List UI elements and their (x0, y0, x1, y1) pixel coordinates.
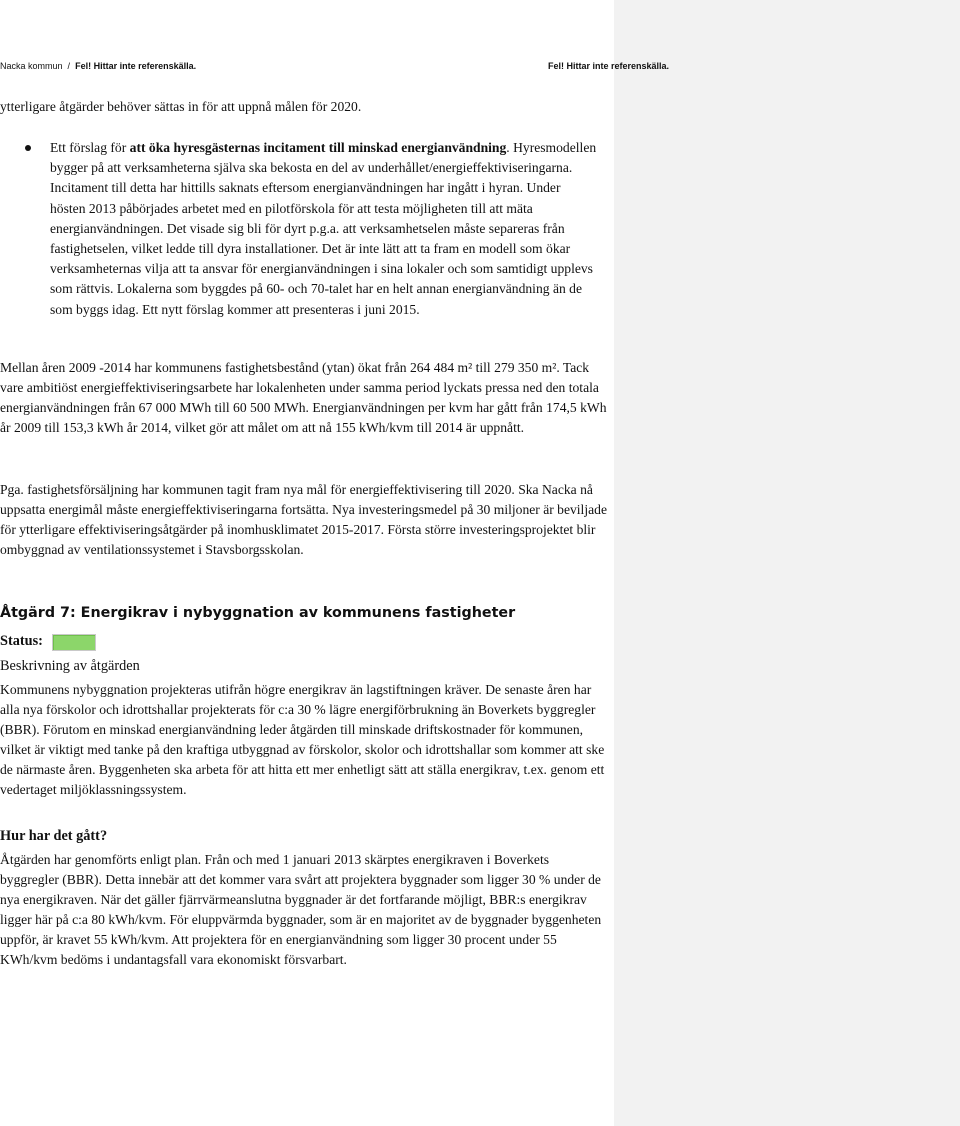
bullet-lead-bold: att öka hyresgästernas incitament till minskad energianvändning (129, 140, 507, 155)
header-org: Nacka kommun (0, 61, 63, 71)
header-error-reference: Fel! Hittar inte referenskälla. (75, 61, 197, 71)
bullet-lead: Ett förslag för (50, 140, 130, 155)
comment-margin-pane (614, 0, 960, 1126)
bullet-icon (25, 145, 31, 151)
description-heading: Beskrivning av åtgärden (0, 658, 140, 674)
how-paragraph: Åtgärden har genomförts enligt plan. Från och med 1 januari 2013 skärptes energikraven i Boverkets byggregler (BBR). Detta innebär att det kommer vara svårt att projektera byggnader som ligger 30 % under de nya energikraven. När det gäller fjärrvärmeanslutna byggnader är det fortfarande möjligt, BBR:s energikrav ligger här på c:a 80 kWh/kvm. För eluppvärmda byggnader, som är en majoritet av de byggnader byggenheten uppför, är kravet 55 kWh/kvm. Att projektera för en energianvändning som ligger 30 procent under 55 KWh/kvm bedöms i undantagsfall vara ekonomiskt försvarbart. (0, 852, 602, 967)
page-header-left (0, 60, 196, 72)
status-label: Status: (0, 633, 43, 649)
bullet-paragraph (50, 138, 598, 320)
bullet-text: . Hyresmodellen bygger på att verksamheterna själva ska bekosta en del av underhållet/energieffektiviseringarna. Incitament till detta har hittills saknats eftersom energianvändningen har ingått i hyran. Under hösten 2013 påbörjades arbetet med en pilotförskola för att testa möjligheten till att mäta energianvändningen. Det visade sig bli för dyrt p.g.a. att verksamhetselen måste separeras från fastighetselen, vilket ledde till dyra installationer. Det är inte lätt att ta fram en modell som ökar verksamheternas vilja att ta ansvar för energianvändningen i sina lokaler och som samtidigt upplevs som rättvis. Lokalerna som byggdes på 60- och 70-talet har en helt annan energianvändning än de som byggs idag. Ett nytt förslag kommer att presenteras i juni 2015. (50, 140, 597, 317)
header-separator: / (67, 61, 71, 71)
paragraph-pga: Pga. fastighetsförsäljning har kommunen tagit fram nya mål för energieffektivisering till 2020. Ska Nacka nå uppsatta energimål måste energieffektiviseringarna fortsätta. Nya investeringsmedel på 30 miljoner är beviljade för ytterligare effektiviseringsåtgärder på inomhusklimatet 2015-2017. Första större investeringsprojektet blir ombyggnad av ventilationssystemet i Stavsborgsskolan. (0, 482, 607, 557)
page-header-right: Fel! Hittar inte referenskälla. (548, 61, 670, 71)
intro-line: ytterligare åtgärder behöver sättas in för att uppnå målen för 2020. (0, 99, 362, 114)
description-paragraph: Kommunens nybyggnation projekteras utifrån högre energikrav än lagstiftningen kräver. De senaste åren har alla nya förskolor och idrottshallar projekterats för c:a 30 % lägre energiförbrukning än Boverkets byggregler (BBR). Förutom en minskad energianvändning leder åtgärden till minskade driftskostnader för kommunen, vilket är viktigt med tanke på den kraftiga utbyggnad av förskolor, skolor och idrottshallar som kommer att ske de närmaste åren. Byggenheten ska arbeta för att hitta ett mer enhetligt sätt att ställa energikrav, t.ex. genom ett vedertaget miljöklassningssystem. (0, 682, 605, 797)
status-indicator (52, 634, 96, 651)
section-heading: Åtgärd 7: Energikrav i nybyggnation av kommunens fastigheter (0, 605, 516, 621)
paragraph-area: Mellan åren 2009 -2014 har kommunens fastighetsbestånd (ytan) ökat från 264 484 m² till 279 350 m². Tack vare ambitiöst energieffektiviseringsarbete har lokalenheten under samma period lyckats pressa ned den totala energianvändningen från 67 000 MWh till 60 500 MWh. Energianvändningen per kvm har gått från 174,5 kWh år 2009 till 153,3 kWh år 2014, vilket gör att målet om att nå 155 kWh/kvm till 2014 är uppnått. (0, 360, 607, 435)
how-heading: Hur har det gått? (0, 828, 108, 844)
